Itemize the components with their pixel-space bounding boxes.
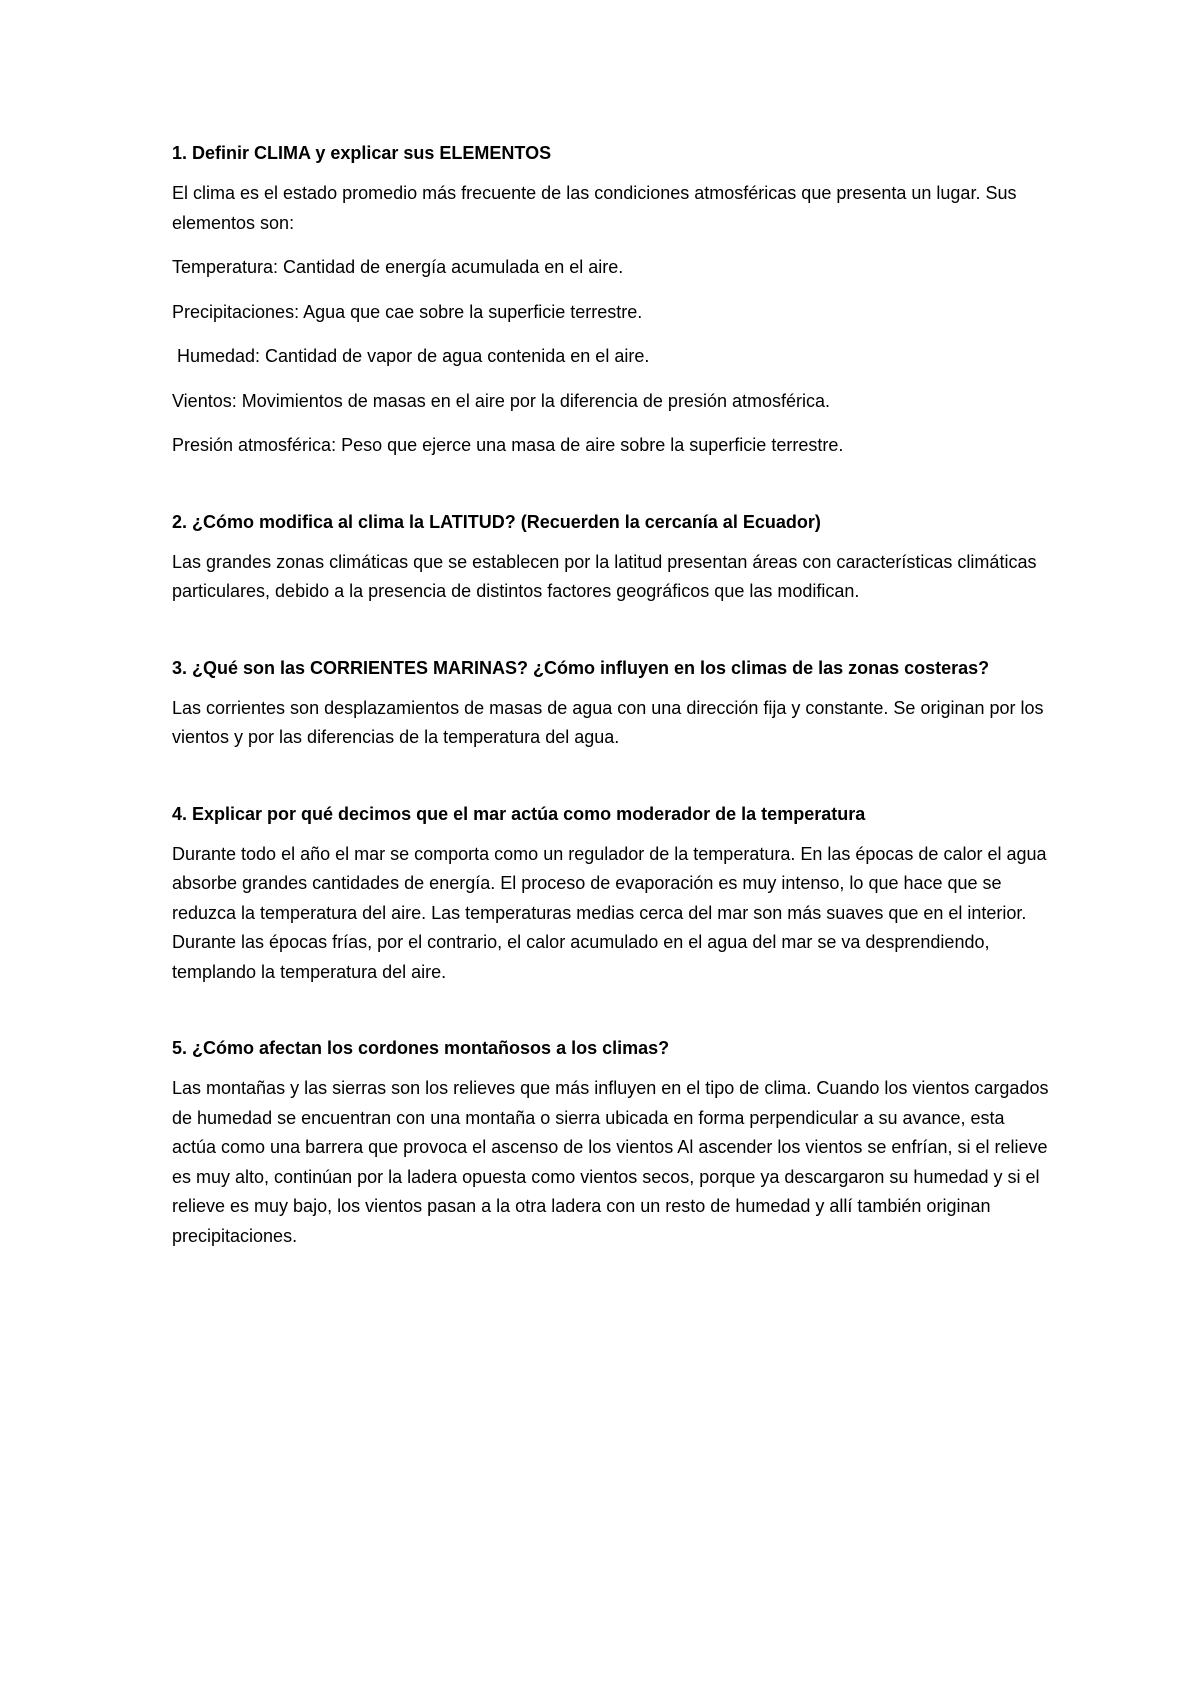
section-heading: 2. ¿Cómo modifica al clima la LATITUD? (Recuerden la cercanía al Ecuador) (172, 511, 821, 532)
paragraph: Humedad: Cantidad de vapor de agua contenida en el aire. (177, 346, 650, 366)
paragraph: Presión atmosférica: Peso que ejerce una masa de aire sobre la superficie terrestre. (172, 435, 844, 455)
section-2-latitud (172, 509, 1052, 607)
paragraph: Temperatura: Cantidad de energía acumulada en el aire. (172, 257, 624, 277)
paragraph: Precipitaciones: Agua que cae sobre la superficie terrestre. (172, 301, 643, 322)
section-3-corrientes (172, 655, 1052, 753)
paragraph: Las grandes zonas climáticas que se establecen por la latitud presentan áreas con características climáticas particulares, debido a la presencia de distintos factores geográficos que las modifican. (172, 551, 1037, 601)
paragraph: Durante todo el año el mar se comporta como un regulador de la temperatura. En las épocas de calor el agua absorbe grandes cantidades de energía. El proceso de evaporación es muy intenso, lo que hace que se reduzca la temperatura del aire. Las temperaturas medias cerca del mar son más suaves que en el interior. Durante las épocas frías, por el contrario, el calor acumulado en el agua del mar se va desprendiendo, templando la temperatura del aire. (172, 843, 1047, 982)
section-5-montanas (172, 1035, 1052, 1251)
document-page (172, 140, 1052, 1299)
paragraph: Vientos: Movimientos de masas en el aire por la diferencia de presión atmosférica. (172, 390, 831, 411)
section-heading: 1. Definir CLIMA y explicar sus ELEMENTOS (172, 143, 552, 163)
section-heading: 5. ¿Cómo afectan los cordones montañosos a los climas? (172, 1038, 670, 1058)
paragraph: El clima es el estado promedio más frecuente de las condiciones atmosféricas que presenta un lugar. Sus elementos son: (172, 183, 1017, 233)
section-heading: 4. Explicar por qué decimos que el mar actúa como moderador de la temperatura (172, 803, 866, 824)
paragraph: Las corrientes son desplazamientos de masas de agua con una dirección fija y constante. Se originan por los vientos y por las diferencias de la temperatura del agua. (172, 697, 1044, 747)
section-heading: 3. ¿Qué son las CORRIENTES MARINAS? ¿Cómo influyen en los climas de las zonas costeras? (172, 657, 990, 678)
section-1-clima (172, 140, 1052, 461)
section-4-mar (172, 801, 1052, 988)
paragraph: Las montañas y las sierras son los relieves que más influyen en el tipo de clima. Cuando los vientos cargados de humedad se encuentran con una montaña o sierra ubicada en forma perpendicular a su avance, esta actúa como una barrera que provoca el ascenso de los vientos Al ascender los vientos se enfrían, si el relieve es muy alto, continúan por la ladera opuesta como vientos secos, porque ya descargaron su humedad y si el relieve es muy bajo, los vientos pasan a la otra ladera con un resto de humedad y allí también originan precipitaciones. (172, 1078, 1049, 1246)
